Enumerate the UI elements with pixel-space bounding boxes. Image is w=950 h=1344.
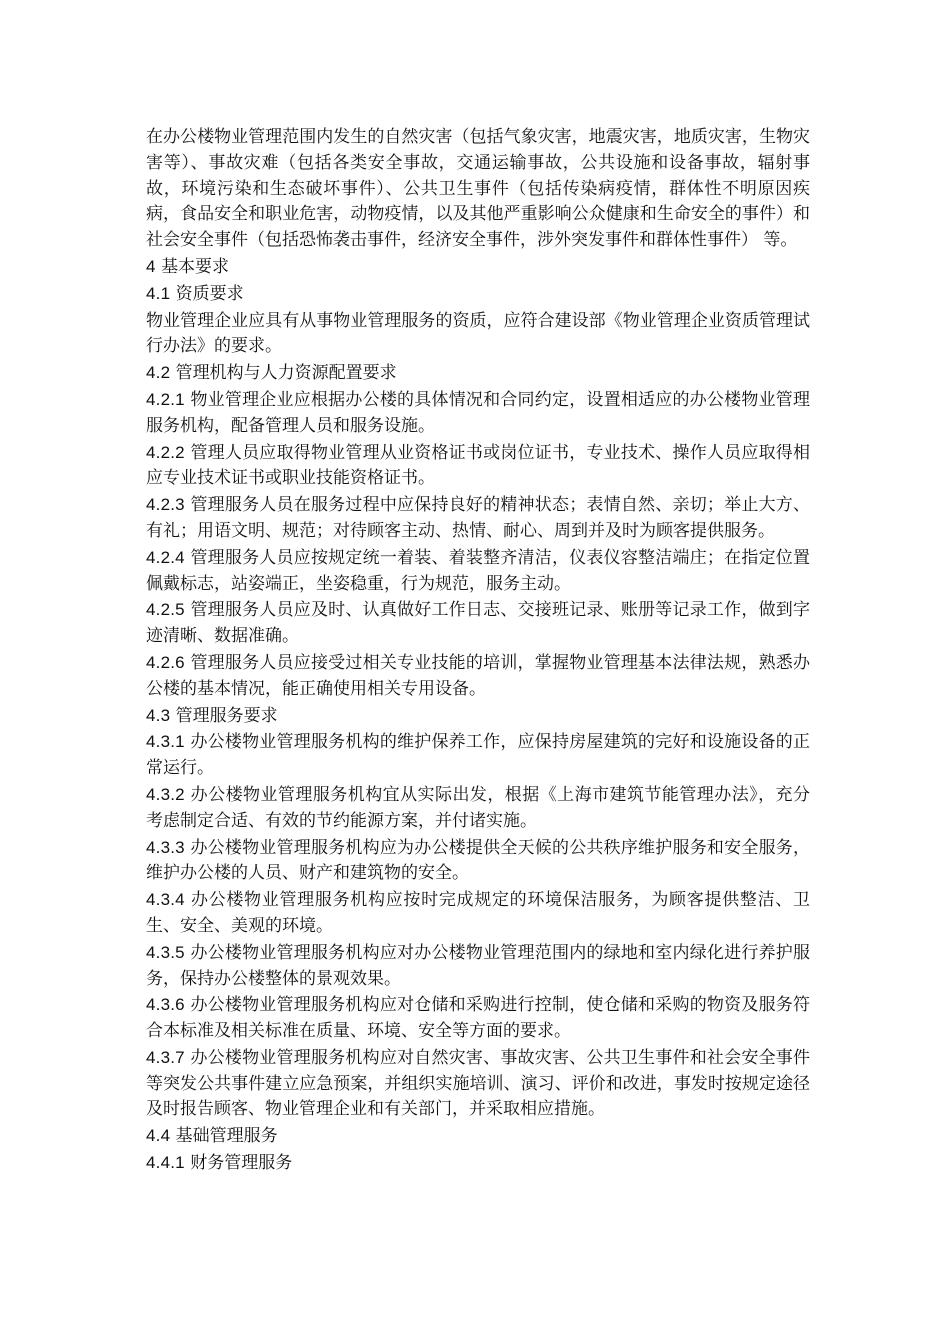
paragraph-text: 物业管理企业应具有从事物业管理服务的资质，应符合建设部《物业管理企业资质管理试行办法》的要求。 — [146, 310, 810, 357]
heading-4-3 — [146, 703, 810, 730]
section-number: 4.2.2 — [146, 442, 185, 462]
document-body — [146, 124, 810, 1177]
heading-4-4 — [146, 1123, 810, 1150]
clause-4-3-2 — [146, 782, 810, 835]
clause-text: 办公楼物业管理服务机构应按时完成规定的环境保洁服务，为顾客提供整洁、卫生、安全、美观的环境。 — [146, 890, 811, 936]
section-number: 4 — [146, 256, 156, 276]
section-number: 4.4.1 — [146, 1153, 185, 1173]
clause-text: 管理服务人员应接受过相关专业技能的培训，掌握物业管理基本法律法规，熟悉办公楼的基本情况，能正确使用相关专用设备。 — [146, 652, 811, 699]
clause-4-3-1 — [146, 729, 810, 782]
clause-4-2-2 — [146, 440, 810, 493]
section-number: 4.3.3 — [146, 837, 185, 857]
section-number: 4.1 — [146, 283, 171, 303]
section-number: 4.2.5 — [146, 600, 185, 620]
heading-text: 财务管理服务 — [190, 1153, 293, 1174]
clause-text: 管理服务人员应按规定统一着装、着装整齐清洁，仪表仪容整洁端庄；在指定位置佩戴标志，站姿端正，坐姿稳重，行为规范，服务主动。 — [146, 547, 811, 594]
heading-4-1 — [146, 281, 810, 308]
section-number: 4.2.4 — [146, 547, 185, 567]
clause-text: 办公楼物业管理服务机构的维护保养工作，应保持房屋建筑的完好和设施设备的正常运行。 — [146, 732, 811, 779]
section-number: 4.2.6 — [146, 652, 185, 672]
clause-4-2-4 — [146, 545, 810, 598]
paragraph-qualification — [146, 308, 810, 361]
heading-text: 管理机构与人力资源配置要求 — [175, 363, 397, 384]
heading-text: 基础管理服务 — [175, 1126, 278, 1147]
clause-4-2-3 — [146, 492, 810, 545]
clause-4-2-6 — [146, 650, 810, 703]
section-number: 4.2.3 — [146, 495, 185, 515]
clause-text: 办公楼物业管理服务机构应对办公楼物业管理范围内的绿地和室内绿化进行养护服务，保持办公楼整体的景观效果。 — [146, 942, 811, 989]
section-number: 4.4 — [146, 1126, 171, 1146]
clause-4-3-6 — [146, 992, 810, 1045]
heading-4-2 — [146, 360, 810, 387]
heading-text: 基本要求 — [161, 256, 230, 277]
clause-4-3-4 — [146, 887, 810, 940]
clause-text: 管理服务人员应及时、认真做好工作日志、交接班记录、账册等记录工作，做到字迹清晰、数据准确。 — [146, 600, 811, 647]
section-number: 4.3.4 — [146, 890, 185, 910]
clause-4-3-3 — [146, 835, 810, 888]
clause-text: 物业管理企业应根据办公楼的具体情况和合同约定，设置相适应的办公楼物业管理服务机构，配备管理人员和服务设施。 — [146, 389, 811, 436]
clause-text: 办公楼物业管理服务机构宜从实际出发，根据《上海市建筑节能管理办法》，充分考虑制定合适、有效的节约能源方案，并付诸实施。 — [146, 784, 810, 831]
section-number: 4.2 — [146, 363, 171, 383]
section-number: 4.3.1 — [146, 732, 185, 752]
heading-4 — [146, 254, 810, 281]
clause-4-3-7 — [146, 1045, 810, 1123]
section-number: 4.3.6 — [146, 995, 185, 1015]
clause-text: 管理人员应取得物业管理从业资格证书或岗位证书，专业技术、操作人员应取得相应专业技术证书或职业技能资格证书。 — [146, 442, 811, 489]
clause-text: 办公楼物业管理服务机构应对自然灾害、事故灾害、公共卫生事件和社会安全事件等突发公共事件建立应急预案，并组织实施培训、演习、评价和改进，事发时按规定途径及时报告顾客、物业管理企业和有关部门，并采取相应措施。 — [146, 1047, 811, 1120]
section-number: 4.3.2 — [146, 784, 185, 804]
clause-text: 办公楼物业管理服务机构应为办公楼提供全天候的公共秩序维护服务和安全服务，维护办公楼的人员、财产和建筑物的安全。 — [146, 837, 811, 884]
heading-text: 资质要求 — [175, 283, 244, 304]
heading-text: 管理服务要求 — [175, 705, 278, 726]
clause-text: 办公楼物业管理服务机构应对仓储和采购进行控制，使仓储和采购的物资及服务符合本标准及相关标准在质量、环境、安全等方面的要求。 — [146, 995, 811, 1042]
section-number: 4.3.5 — [146, 942, 185, 962]
paragraph-intro — [146, 124, 810, 254]
section-number: 4.2.1 — [146, 389, 185, 409]
clause-4-3-5 — [146, 940, 810, 993]
section-number: 4.3.7 — [146, 1047, 185, 1067]
clause-4-2-1 — [146, 387, 810, 440]
section-number: 4.3 — [146, 705, 171, 725]
paragraph-text: 在办公楼物业管理范围内发生的自然灾害（包括气象灾害，地震灾害，地质灾害，生物灾害等）、事故灾难（包括各类安全事故，交通运输事故，公共设施和设备事故，辐射事故，环境污染和生态破坏事件）、公共卫生事件（包括传染病疫情，群体性不明原因疾病，食品安全和职业危害，动物疫情，以及其他严重影响公众健康和生命安全的事件）和社会安全事件（包括恐怖袭击事件，经济安全事件，涉外突发事件和群体性事件） 等。 — [146, 127, 810, 251]
clause-text: 管理服务人员在服务过程中应保持良好的精神状态；表情自然、亲切；举止大方、有礼；用语文明、规范；对待顾客主动、热情、耐心、周到并及时为顾客提供服务。 — [146, 495, 811, 541]
clause-4-2-5 — [146, 597, 810, 650]
heading-4-4-1 — [146, 1150, 810, 1177]
